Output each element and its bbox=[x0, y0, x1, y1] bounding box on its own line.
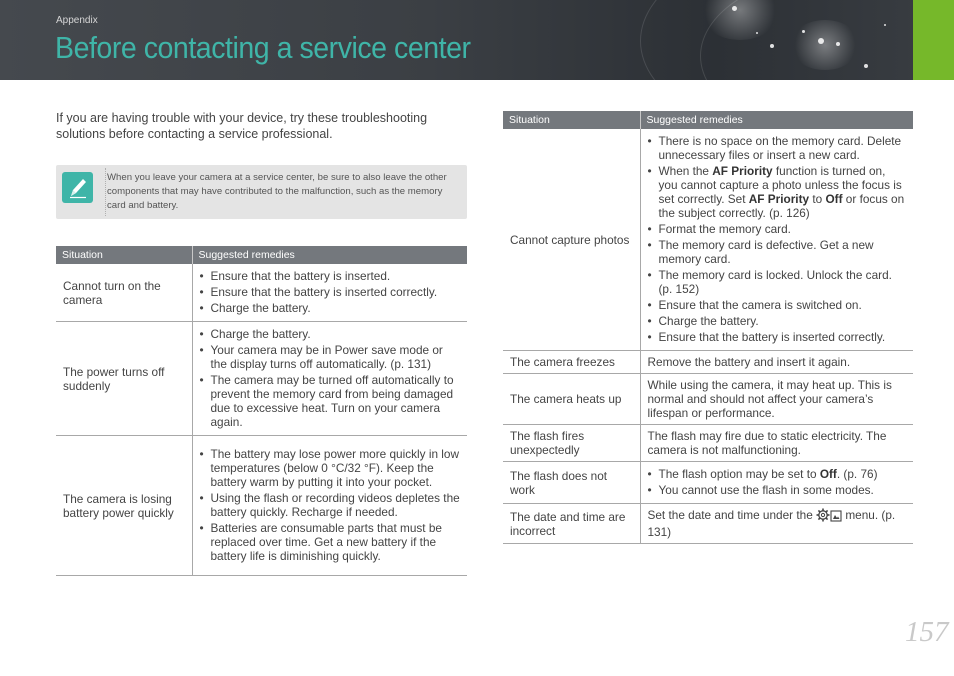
af-priority-term: AF Priority bbox=[748, 192, 810, 206]
remedies-cell: While using the camera, it may heat up. This is normal and should not affect your camera’s lifespan or performance. bbox=[640, 374, 913, 425]
remedy-item: • The memory card is locked. Unlock the card. (p. 152) bbox=[648, 268, 907, 296]
troubleshooting-table-right bbox=[503, 111, 913, 544]
situation-cell: The date and time are incorrect bbox=[503, 504, 640, 544]
remedy-item: • Charge the battery. bbox=[648, 314, 907, 328]
situation-cell: The flash fires unexpectedly bbox=[503, 425, 640, 462]
remedies-cell: The flash may fire due to static electricity. The camera is not malfunctioning. bbox=[640, 425, 913, 462]
remedy-item: • Your camera may be in Power save mode or the display turns off automatically. (p. 131) bbox=[200, 343, 461, 371]
remedy-item: • The camera may be turned off automatically to prevent the memory card from being damaged due to excessive heat. Turn on your camera again. bbox=[200, 373, 461, 429]
situation-cell: The flash does not work bbox=[503, 462, 640, 504]
table-row bbox=[503, 504, 913, 544]
remedy-item: • Using the flash or recording videos depletes the battery quickly. Recharge if needed. bbox=[200, 491, 461, 519]
situation-cell: Cannot capture photos bbox=[503, 129, 640, 351]
page-number: 157 bbox=[905, 616, 949, 648]
remedy-item: • The flash option may be set to Off. (p. 76) bbox=[648, 467, 907, 481]
intro-text: If you are having trouble with your device, try these troubleshooting solutions before contacting a service professional. bbox=[56, 111, 428, 141]
troubleshooting-table-left bbox=[56, 246, 467, 576]
remedies-cell: Set the date and time under the menu. (p. 131) bbox=[640, 504, 913, 544]
situation-cell: The camera heats up bbox=[503, 374, 640, 425]
remedy-item: • Ensure that the camera is switched on. bbox=[648, 298, 907, 312]
header-banner bbox=[0, 0, 954, 80]
note-box bbox=[56, 165, 467, 219]
column-header-remedies: Suggested remedies bbox=[192, 246, 467, 264]
remedies-cell bbox=[192, 436, 467, 576]
remedy-item: • Ensure that the battery is inserted correctly. bbox=[200, 285, 461, 299]
remedy-item: • Format the memory card. bbox=[648, 222, 907, 236]
column-header-remedies: Suggested remedies bbox=[640, 111, 913, 129]
table-row bbox=[503, 425, 913, 462]
remedy-item: • The battery may lose power more quickly in low temperatures (below 0 °C/32 °F). Keep the battery warm by putting it into your pocket. bbox=[200, 447, 461, 489]
section-tab-marker bbox=[913, 0, 954, 80]
table-row bbox=[503, 351, 913, 374]
column-header-situation: Situation bbox=[503, 111, 640, 129]
remedies-cell: Remove the battery and insert it again. bbox=[640, 351, 913, 374]
page-title: Before contacting a service center bbox=[55, 30, 471, 65]
remedy-item: • Batteries are consumable parts that must be replaced over time. Get a new battery if the battery life is diminishing quickly. bbox=[200, 521, 461, 563]
remedies-cell bbox=[192, 264, 467, 322]
remedy-item: • Ensure that the battery is inserted. bbox=[200, 269, 461, 283]
table-header-row bbox=[56, 246, 467, 264]
remedy-item: • Ensure that the battery is inserted correctly. bbox=[648, 330, 907, 344]
table-row bbox=[56, 264, 467, 322]
remedy-item: • Charge the battery. bbox=[200, 327, 461, 341]
pencil-note-icon bbox=[62, 172, 93, 203]
situation-cell: The camera freezes bbox=[503, 351, 640, 374]
remedy-item: • You cannot use the flash in some modes. bbox=[648, 483, 907, 497]
table-row bbox=[503, 374, 913, 425]
remedy-item: • When the AF Priority function is turned on, you cannot capture a photo unless the focus is set correctly. Set AF Priority to Off or focus on the subject correctly. (p. 126) bbox=[648, 164, 907, 220]
situation-cell: The camera is losing battery power quickly bbox=[56, 436, 192, 576]
remedy-item: • There is no space on the memory card. Delete unnecessary files or insert a new card. bbox=[648, 134, 907, 162]
remedies-cell bbox=[640, 129, 913, 351]
situation-cell: The power turns off suddenly bbox=[56, 322, 192, 436]
breadcrumb: Appendix bbox=[56, 15, 98, 26]
table-row bbox=[503, 129, 913, 351]
off-option-term: Off bbox=[825, 192, 843, 206]
table-row bbox=[503, 462, 913, 504]
remedies-cell bbox=[192, 322, 467, 436]
column-header-situation: Situation bbox=[56, 246, 192, 264]
table-row bbox=[56, 322, 467, 436]
note-text: When you leave your camera at a service center, be sure to also leave the other components that may have contributed to the malfunction, such as the memory card and battery. bbox=[107, 172, 447, 211]
settings-display-icon bbox=[830, 510, 842, 525]
remedies-cell bbox=[640, 462, 913, 504]
table-row bbox=[56, 436, 467, 576]
remedy-item: • Charge the battery. bbox=[200, 301, 461, 315]
settings-gear-icon bbox=[816, 508, 830, 525]
remedy-item: • The memory card is defective. Get a new memory card. bbox=[648, 238, 907, 266]
note-divider bbox=[105, 168, 106, 216]
situation-cell: Cannot turn on the camera bbox=[56, 264, 192, 322]
off-option-term: Off bbox=[819, 467, 837, 481]
af-priority-term: AF Priority bbox=[712, 164, 773, 178]
table-header-row bbox=[503, 111, 913, 129]
